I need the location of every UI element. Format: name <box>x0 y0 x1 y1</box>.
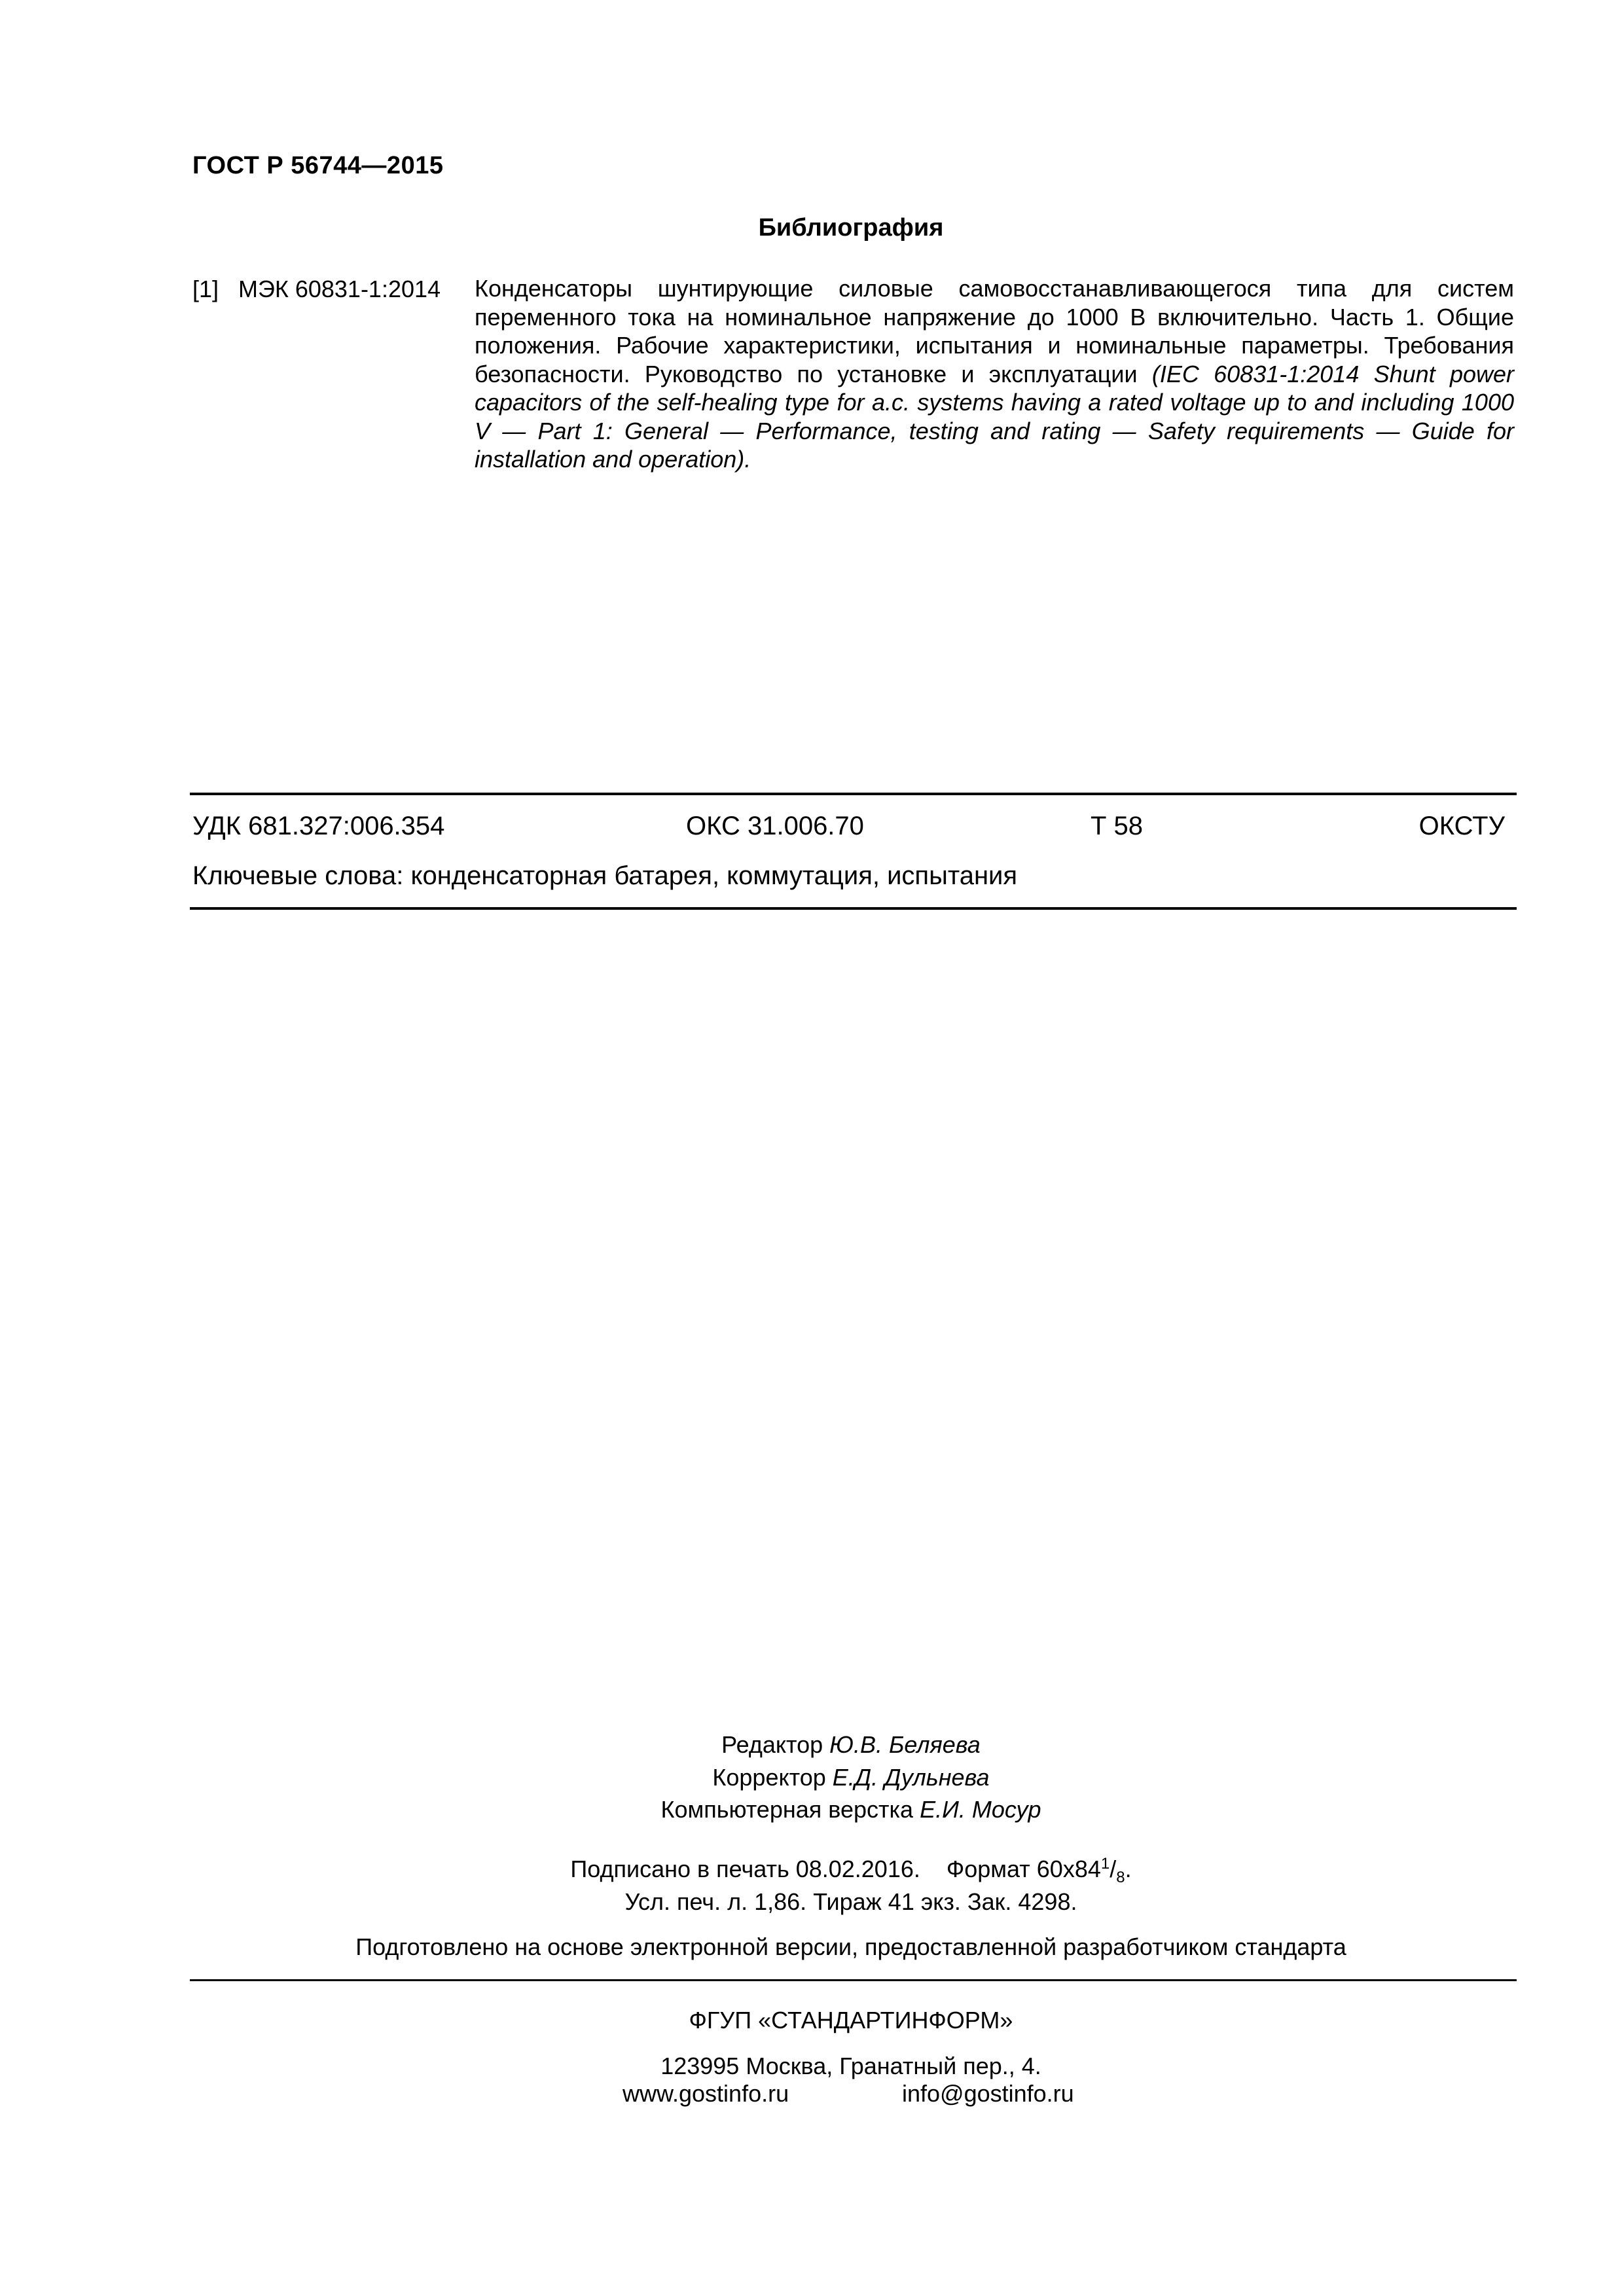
format-fraction-numerator: 1 <box>1100 1855 1110 1873</box>
keywords: Ключевые слова: конденсаторная батарея, коммутация, испытания <box>192 861 1018 890</box>
publisher-email-link[interactable]: info@gostinfo.ru <box>902 2080 1074 2107</box>
classification-bottom-rule <box>190 907 1517 910</box>
format-text: Формат 60х84 <box>946 1856 1101 1882</box>
okstu-label: ОКСТУ <box>1418 812 1505 840</box>
layout-name: Е.И. Мосур <box>920 1796 1041 1823</box>
bibliography-entry-number: [1] <box>192 276 219 302</box>
classification-row <box>192 812 1505 844</box>
editor-label: Редактор <box>721 1731 823 1758</box>
corrector-name: Е.Д. Дульнева <box>832 1764 990 1791</box>
udk-code: УДК 681.327:006.354 <box>192 812 445 840</box>
publisher-name: ФГУП «СТАНДАРТИНФОРМ» <box>689 2007 1013 2034</box>
classification-top-rule <box>190 793 1517 795</box>
publisher-website-link[interactable]: www.gostinfo.ru <box>623 2080 789 2107</box>
bibliography-entry-text-ru: Конденсаторы шунтирующие силовые самовосстанавливающегося типа для систем переменного тока на номинальное напряжение до 1000 В включительно. Часть 1. Общие положения. Рабочие характеристики, испытания и номинальные параметры. Требования безопасности. Руководство по установке и эксплуатации <box>475 275 1514 387</box>
print-signed-line: Подписано в печать 08.02.2016. Формат $60х84^1/_8$. <box>570 1855 1132 1887</box>
oks-code: ОКС 31.006.70 <box>686 812 864 840</box>
editor-name: Ю.В. Беляева <box>829 1731 981 1758</box>
bibliography-entry-text <box>475 274 1514 474</box>
layout-label: Компьютерная верстка <box>660 1796 914 1823</box>
corrector-label: Корректор <box>712 1764 826 1791</box>
print-details: Усл. печ. л. 1,86. Тираж 41 экз. Зак. 4298. <box>624 1888 1077 1915</box>
bibliography-entry-code: МЭК 60831-1:2014 <box>238 276 441 302</box>
publisher-rule <box>190 1979 1517 1981</box>
format-fraction-denominator: 8 <box>1116 1869 1125 1887</box>
editor-line <box>0 1731 1624 1759</box>
document-code: ГОСТ Р 56744—2015 <box>192 152 444 179</box>
bibliography-title: Библиография <box>758 214 944 242</box>
publisher-address: 123995 Москва, Гранатный пер., 4. <box>660 2053 1041 2079</box>
t-code: Т 58 <box>1091 812 1144 840</box>
publisher-contacts <box>0 2080 1624 2109</box>
corrector-line <box>0 1764 1624 1791</box>
prepared-note: Подготовлено на основе электронной версии, предоставленной разработчиком стандарта <box>355 1933 1346 1960</box>
signed-text: Подписано в печать 08.02.2016. <box>570 1856 920 1882</box>
bibliography-entry-text-en: (IEC 60831-1:2014 Shunt power capacitors of the self-healing type for a.c. systems having a rated voltage up to and including 1000 V — Part 1: General — Performance, testing and rating — Safety requirements — Guide for installation and operation). <box>475 360 1514 473</box>
layout-line <box>0 1796 1624 1823</box>
